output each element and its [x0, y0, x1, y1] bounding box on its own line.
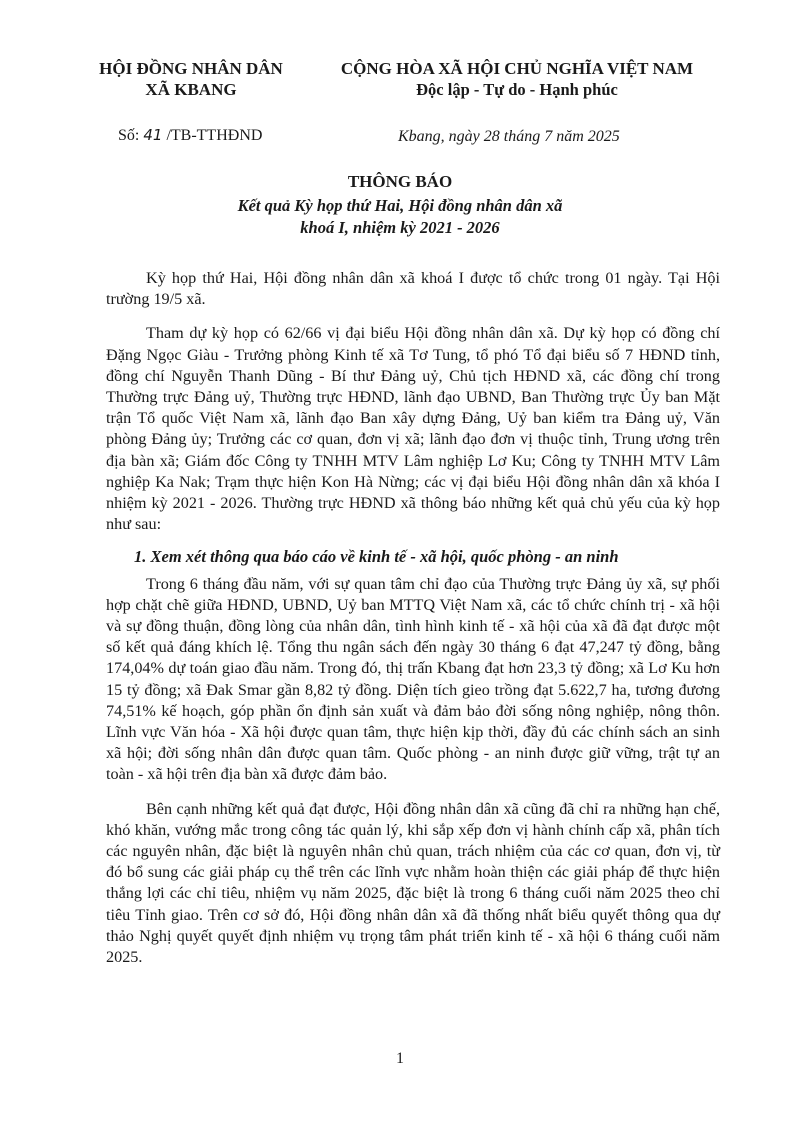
paragraph-attendees: Tham dự kỳ họp có 62/66 vị đại biểu Hội đồng nhân dân xã. Dự kỳ họp có đồng chí Đặng Ngọc Giàu - Trưởng phòng Kinh tế xã Tơ Tung, tổ phó Tổ đại biểu số 7 HĐND tỉnh, đồng chí Nguyễn Thanh Dũng - Bí thư Đảng uỷ, Chủ tịch HĐND xã, các đồng chí trong Thường trực Đảng uỷ, Thường trực HĐND, lãnh đạo UBND, Ban Thường trực Ủy ban Mặt trận Tổ quốc Việt Nam xã, lãnh đạo Ban xây dựng Đảng, Uỷ ban kiểm tra Đảng uỷ, Văn phòng Đảng ủy; Trưởng các cơ quan, đơn vị xã; lãnh đạo đơn vị thuộc tỉnh, Trung ương trên địa bàn xã; Giám đốc Công ty TNHH MTV Lâm nghiệp Lơ Ku; Công ty TNHH MTV Lâm nghiệp Ka Nak; Trạm thực hiện Kon Hà Nừng; các vị đại biểu Hội đồng nhân dân xã khóa I nhiệm kỳ 2021 - 2026. Thường trực HĐND xã thông báo những kết quả chủ yếu của kỳ họp như sau:	[106, 324, 720, 534]
national-heading	[312, 58, 722, 100]
date-suffix: tháng 7 năm 2025	[503, 128, 620, 145]
date-day-handwritten: 28	[483, 128, 500, 145]
document-subtitle	[200, 195, 600, 239]
document-body	[106, 268, 720, 981]
document-date	[398, 128, 620, 146]
nation-name: CỘNG HÒA XÃ HỘI CHỦ NGHĨA VIỆT NAM	[340, 59, 694, 78]
paragraph-results: Trong 6 tháng đầu năm, với sự quan tâm chỉ đạo của Thường trực Đảng ủy xã, sự phối hợp chặt chẽ giữa HĐND, UBND, Uỷ ban MTTQ Việt Nam xã, các tổ chức chính trị - xã hội và sự đồng thuận, đồng lòng của nhân dân, tình hình kinh tế - xã hội của xã đã đạt được một số kết quả đáng khích lệ. Tổng thu ngân sách đến ngày 30 tháng 6 đạt 47,247 tỷ đồng, bằng 174,04% dự toán giao đầu năm. Trong đó, thị trấn Kbang đạt hơn 23,3 tỷ đồng; xã Lơ Ku hơn 15 tỷ đồng; xã Đak Smar gần 8,82 tỷ đồng. Diện tích gieo trồng đạt 5.622,7 ha, tương đương 74,51% kế hoạch, góp phần ổn định sản xuất và đảm bảo đời sống nông nghiệp, nông thôn. Lĩnh vực Văn hóa - Xã hội được quan tâm, thực hiện kịp thời, đầy đủ các chính sách an sinh xã hội; đời sống nhân dân được quan tâm. Quốc phòng - an ninh được giữ vững, trật tự an toàn - xã hội trên địa bàn xã được đảm bảo.	[106, 574, 720, 784]
doc-no-prefix: Số:	[118, 127, 140, 144]
date-prefix: Kbang, ngày	[398, 128, 480, 145]
subtitle-line-2: khoá I, nhiệm kỳ 2021 - 2026	[300, 218, 500, 237]
org-line-2: XÃ KBANG	[145, 80, 237, 99]
org-line-1: HỘI ĐỒNG NHÂN DÂN	[99, 59, 283, 78]
page-number: 1	[396, 1050, 404, 1067]
paragraph-session-info: Kỳ họp thứ Hai, Hội đồng nhân dân xã khoá I được tổ chức trong 01 ngày. Tại Hội trường 19/5 xã.	[106, 269, 720, 309]
doc-no-suffix: /TB-TTHĐND	[166, 127, 263, 144]
section-heading-1: 1. Xem xét thông qua báo cáo về kinh tế - xã hội, quốc phòng - an ninh	[134, 547, 619, 567]
paragraph-limitations: Bên cạnh những kết quả đạt được, Hội đồng nhân dân xã cũng đã chỉ ra những hạn chế, khó khăn, vướng mắc trong công tác quản lý, khi sắp xếp đơn vị hành chính cấp xã, phân tích các nguyên nhân, đặc biệt là nguyên nhân chủ quan, trách nhiệm của các cơ quan, đơn vị, từ đó bổ sung các giải pháp cụ thể trên các lĩnh vực nhằm hoàn thiện các giải pháp để thực hiện thắng lợi các chỉ tiêu, nhiệm vụ năm 2025, đặc biệt là trong 6 tháng cuối năm 2025 theo chỉ tiêu Tỉnh giao. Trên cơ sở đó, Hội đồng nhân dân xã đã thống nhất biểu quyết thông qua dự thảo Nghị quyết quyết định nhiệm vụ trọng tâm phát triển kinh tế - xã hội 6 tháng cuối năm 2025.	[106, 799, 720, 967]
document-title: THÔNG BÁO	[347, 172, 453, 191]
national-motto: Độc lập - Tự do - Hạnh phúc	[416, 80, 618, 99]
document-number	[118, 126, 262, 145]
issuing-organization	[96, 58, 286, 100]
doc-no-handwritten: 41	[143, 126, 163, 144]
subtitle-line-1: Kết quả Kỳ họp thứ Hai, Hội đồng nhân dân xã	[237, 196, 563, 215]
